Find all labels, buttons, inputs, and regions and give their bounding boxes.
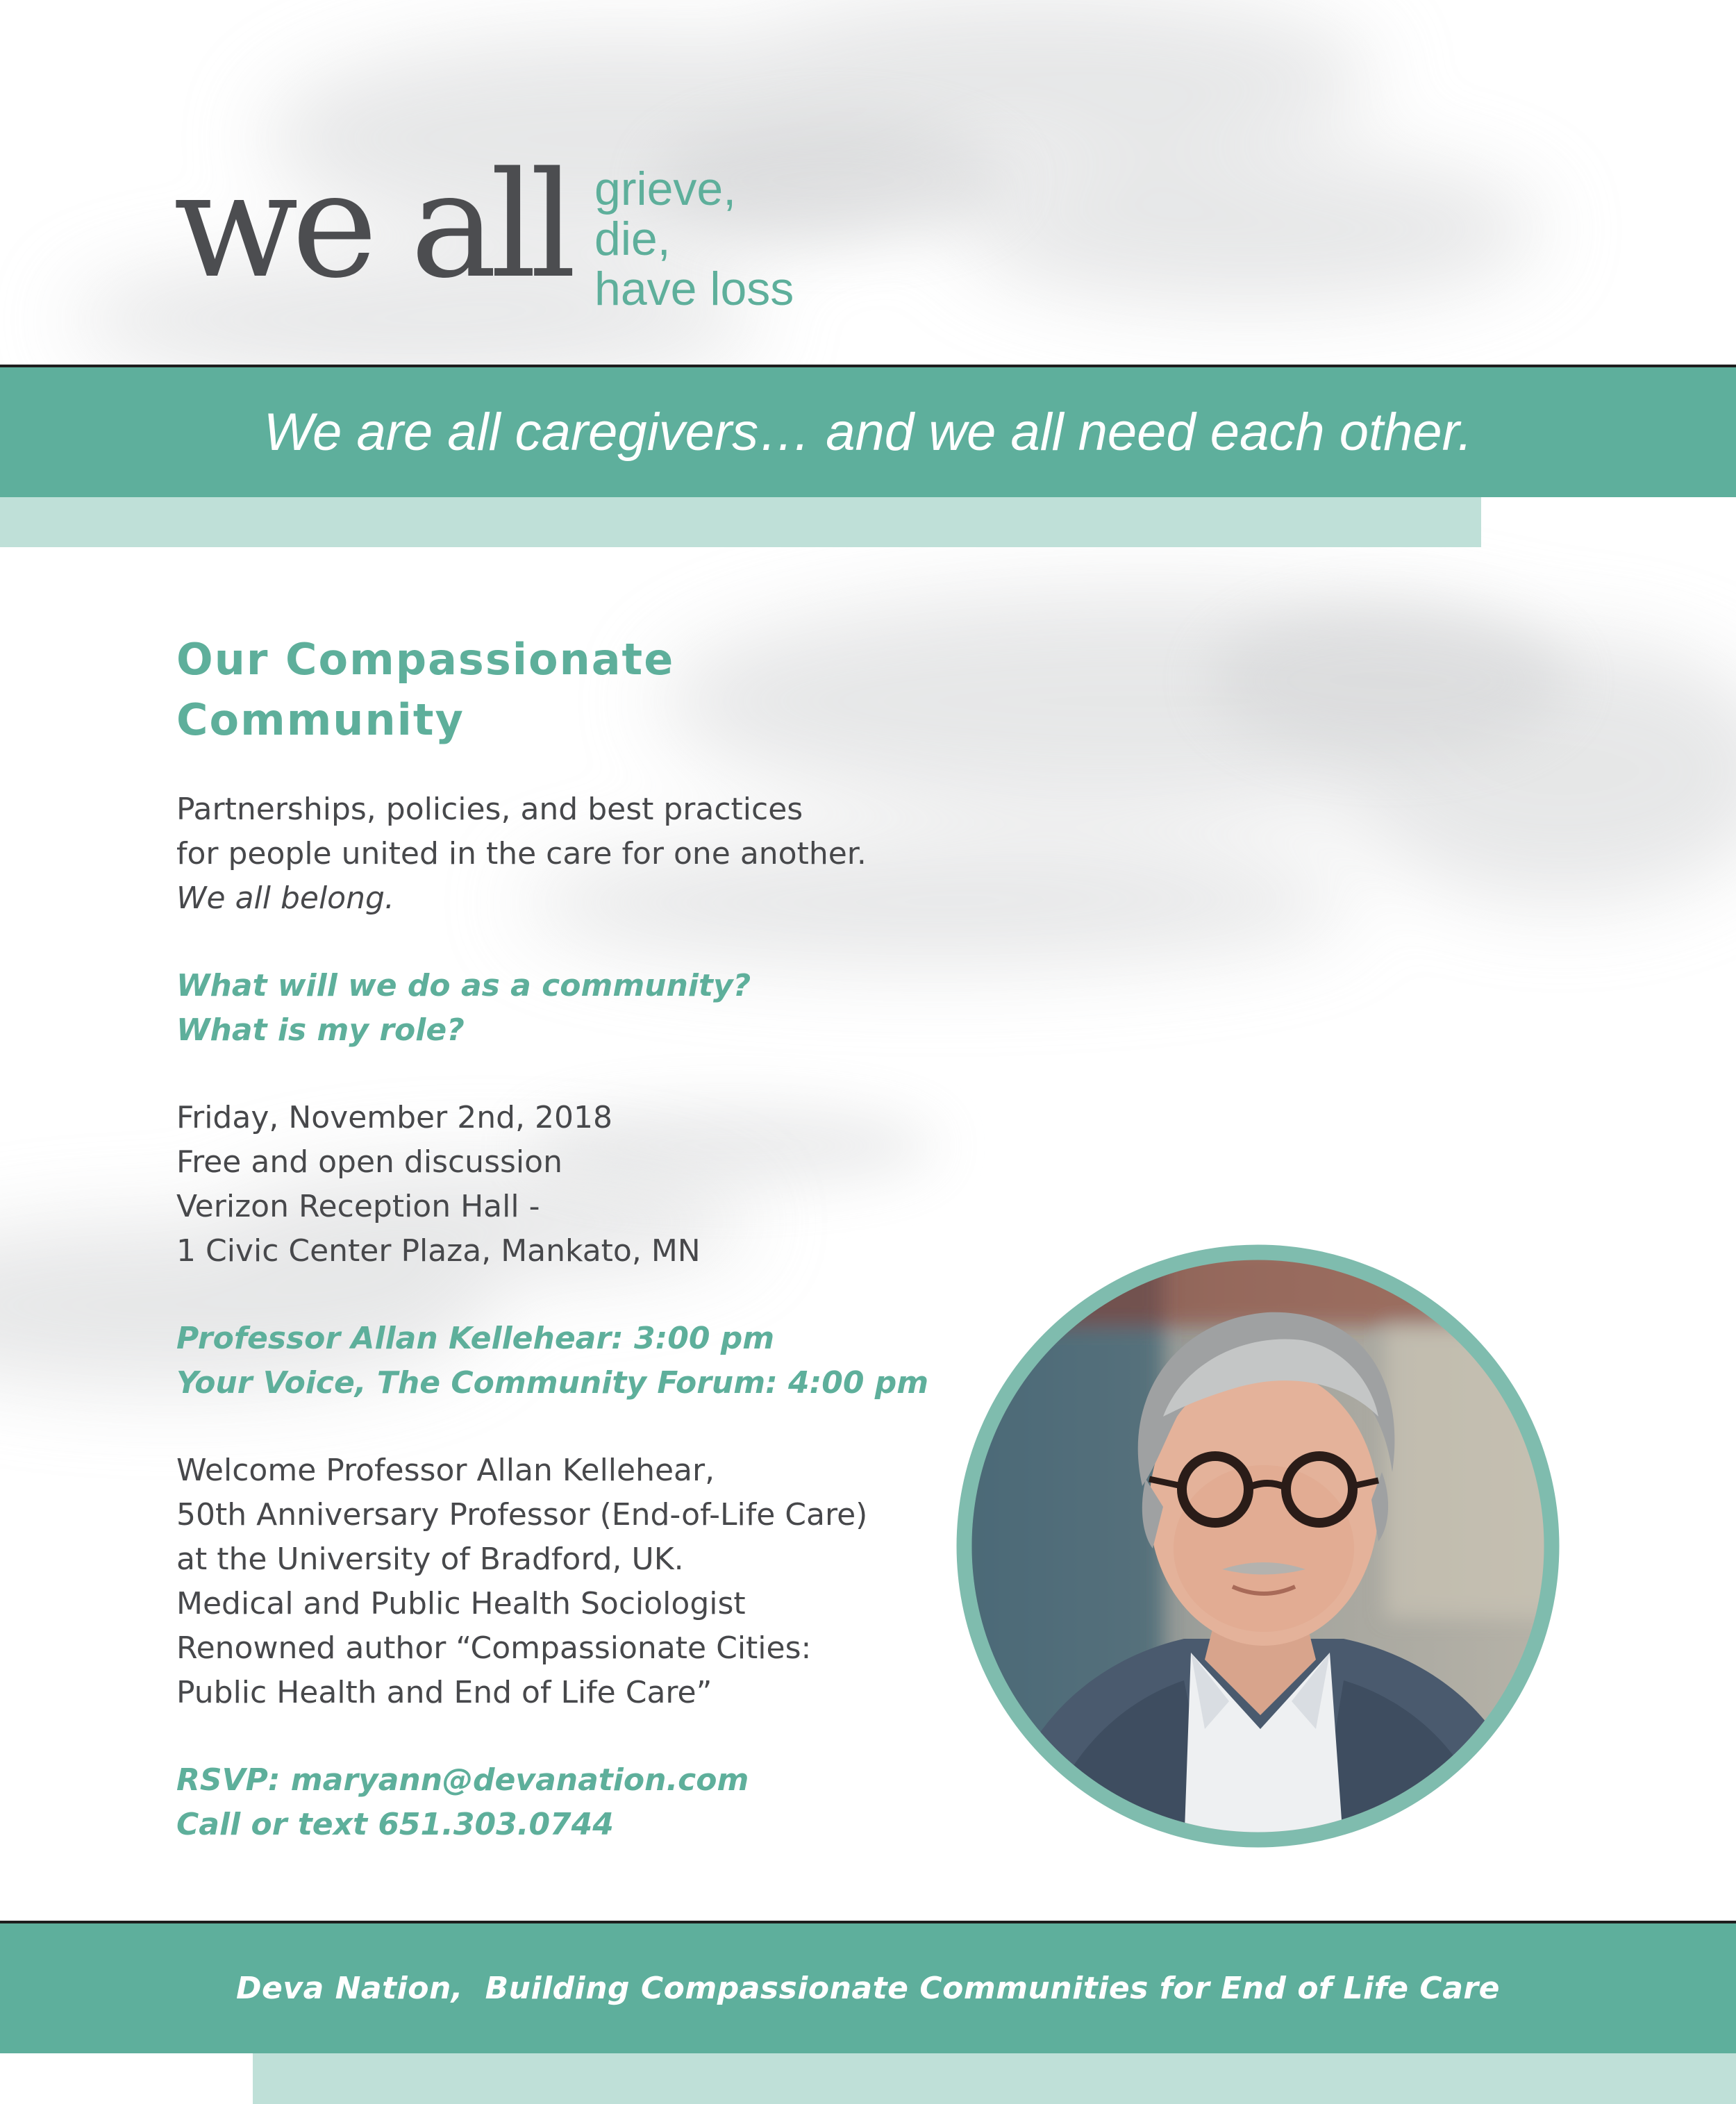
main-content: [176, 629, 982, 1890]
bio-line: at the University of Bradford, UK.: [176, 1542, 684, 1577]
question-line: What is my role?: [176, 1012, 465, 1048]
section-title: [176, 629, 982, 750]
rsvp-phone[interactable]: Call or text 651.303.0744: [176, 1807, 614, 1842]
rsvp-contact: [176, 1758, 982, 1847]
rsvp-email[interactable]: RSVP: maryann@devanation.com: [176, 1762, 749, 1798]
we-all-heading: we all: [174, 140, 570, 310]
tagline: We are all caregivers… and we all need each other.: [263, 403, 1473, 462]
intro-paragraph: [176, 787, 982, 921]
event-details: [176, 1096, 982, 1274]
intro-line: Partnerships, policies, and best practices: [176, 792, 803, 827]
schedule-item: Your Voice, The Community Forum: 4:00 pm: [176, 1365, 929, 1401]
schedule: [176, 1317, 982, 1405]
event-format: Free and open discussion: [176, 1144, 562, 1180]
tagline-band: [0, 367, 1736, 497]
schedule-item: Professor Allan Kellehear: 3:00 pm: [176, 1321, 775, 1356]
bio-line: Renowned author “Compassionate Cities:: [176, 1630, 812, 1666]
footer-accent-strip: [253, 2053, 1736, 2104]
stack-word-die: die,: [594, 212, 671, 265]
event-address: 1 Civic Center Plaza, Mankato, MN: [176, 1233, 701, 1269]
footer-text: Deva Nation, Building Compassionate Communities for End of Life Care: [236, 1971, 1500, 2006]
footer-band: [0, 1923, 1736, 2053]
speaker-portrait: [955, 1243, 1561, 1849]
stack-word-grieve: grieve,: [594, 162, 737, 215]
question-line: What will we do as a community?: [176, 968, 751, 1003]
heading-word-stack: [594, 164, 794, 314]
intro-belong: We all belong.: [176, 880, 394, 916]
bio-line: Medical and Public Health Sociologist: [176, 1586, 746, 1621]
event-date: Friday, November 2nd, 2018: [176, 1100, 612, 1135]
stack-word-have-loss: have loss: [594, 262, 794, 315]
questions-paragraph: [176, 964, 982, 1053]
tagline-accent-strip: [0, 497, 1481, 547]
bio-line: Welcome Professor Allan Kellehear,: [176, 1453, 715, 1488]
title-line: Community: [176, 694, 465, 745]
event-venue: Verizon Reception Hall -: [176, 1189, 540, 1224]
bio-line: Public Health and End of Life Care”: [176, 1675, 712, 1710]
intro-line: for people united in the care for one another.: [176, 836, 867, 871]
speaker-bio: [176, 1448, 982, 1715]
title-line: Our Compassionate: [176, 634, 675, 685]
bio-line: 50th Anniversary Professor (End-of-Life Care): [176, 1497, 868, 1533]
